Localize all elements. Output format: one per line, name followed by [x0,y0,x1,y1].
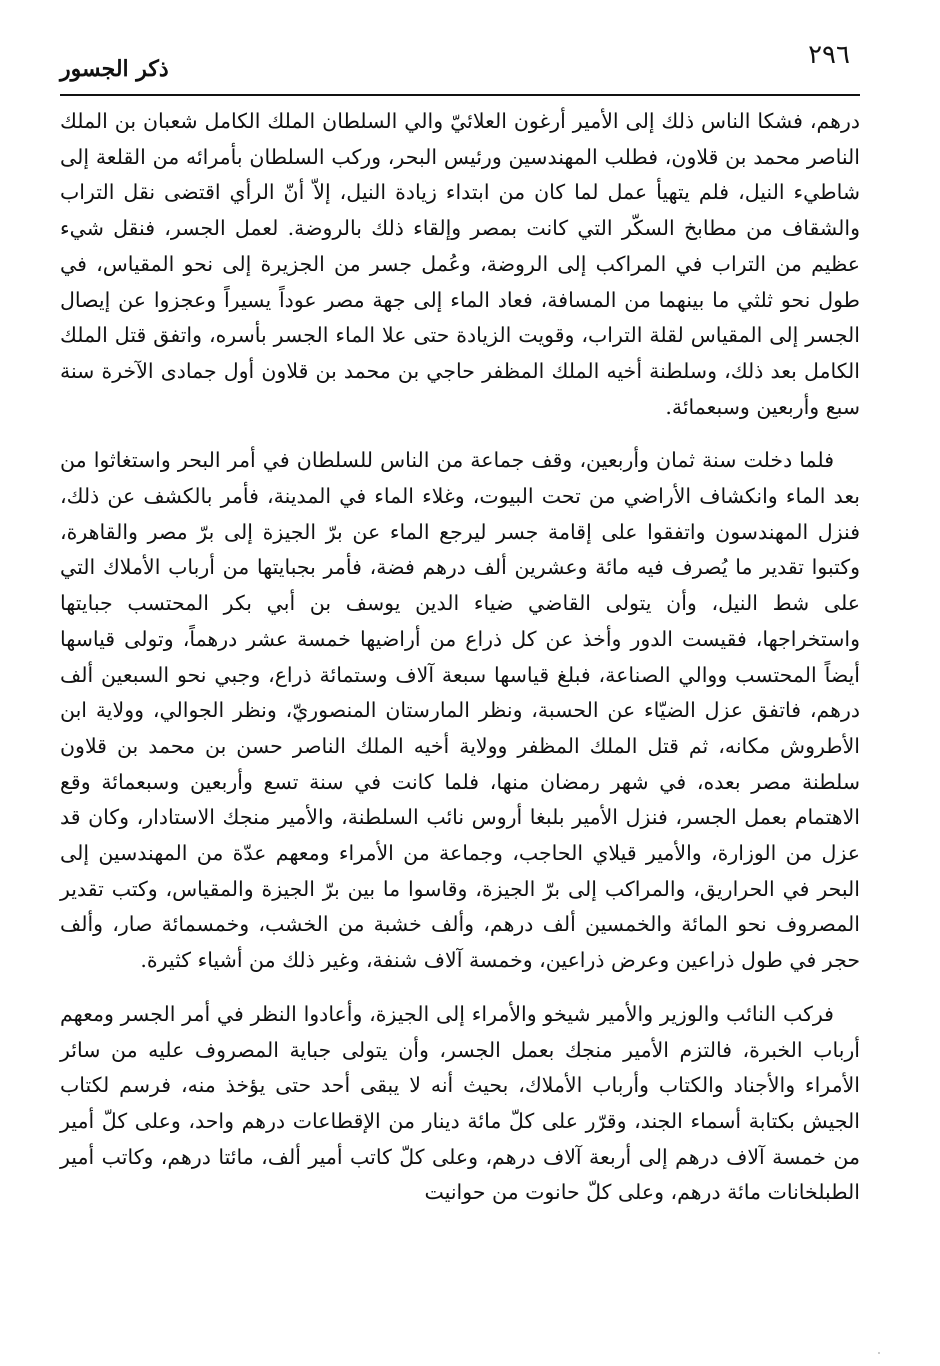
section-title: ذكر الجسور [60,56,169,82]
running-head [60,38,860,88]
scan-speck [878,1352,880,1354]
paragraph: درهم، فشكا الناس ذلك إلى الأمير أرغون العلائيّ والي السلطان الملك الكامل شعبان بن الملك الناصر محمد بن قلاون، فطلب المهندسين ورئيس البحر، وركب السلطان بأمرائه من القلعة إلى شاطيء النيل، فلم يتهيأ عمل لما كان من ابتداء زيادة النيل، إلاّ أنّ الرأي اقتضى نقل التراب والشقاف من مطابخ السكّر التي كانت بمصر وإلقاء ذلك بالروضة. لعمل الجسر، فنقل شيء عظيم من التراب في المراكب إلى الروضة، وعُمل جسر من الجزيرة إلى نحو المقياس، في طول نحو ثلثي ما بينهما من المسافة، فعاد الماء إلى جهة مصر عوداً يسيراً وعجزوا عن إيصال الجسر إلى المقياس لقلة التراب، وقويت الزيادة حتى علا الماء الجسر بأسره، واتفق قتل الملك الكامل بعد ذلك، وسلطنة أخيه الملك المظفر حاجي بن محمد بن قلاون أول جمادى الآخرة سنة سبع وأربعين وسبعمائة. [60,109,860,419]
page-number: ٢٩٦ [808,40,850,70]
paragraph: فلما دخلت سنة ثمان وأربعين، وقف جماعة من الناس للسلطان في أمر البحر واستغاثوا من بعد الماء وانكشاف الأراضي من تحت البيوت، وغلاء الماء في المدينة، فأمر بالكشف عن ذلك، فنزل المهندسون واتفقوا على إقامة جسر ليرجع الماء عن برّ الجيزة إلى برّ مصر والقاهرة، وكتبوا تقدير ما يُصرف فيه مائة وعشرين ألف درهم فضة، فأمر بجبايتها من أرباب الأملاك التي على شط النيل، وأن يتولى القاضي ضياء الدين يوسف بن أبي بكر المحتسب جبايتها واستخراجها، فقيست الدور وأخذ عن كل ذراع من أراضيها خمسة عشر درهماً، وتولى قياسها أيضاً المحتسب ووالي الصناعة، فبلغ قياسها سبعة آلاف وستمائة ذراع، وجبي نحو السبعين ألف درهم، فاتفق عزل الضيّاء عن الحسبة، ونظر المارستان المنصوريّ، ونظر الجوالي، وولاية ابن الأطروش مكانه، ثم قتل الملك المظفر وولاية أخيه الملك الناصر حسن بن محمد بن قلاون سلطنة مصر بعده، في شهر رمضان منها، فلما كانت في سنة تسع وأربعين وسبعمائة وقع الاهتمام بعمل الجسر، فنزل الأمير بلبغا أروس نائب السلطنة، والأمير منجك الاستادار، وكان قد عزل من الوزارة، والأمير قيلاي الحاجب، وجماعة من الأمراء ومعهم عدّة من المهندسين إلى البحر في الحراريق، والمراكب إلى برّ الجيزة، وقاسوا ما بين برّ الجيزة والمقياس، وكتب تقدير المصروف نحو المائة والخمسين ألف درهم، وألف خشبة من الخشب، وخمسمائة صار، وألف حجر في طول ذراعين وعرض ذراعين، وخمسة آلاف شنفة، وغير ذلك من أشياء كثيرة. [60,448,860,973]
body-text [60,104,860,1211]
paragraph: فركب النائب والوزير والأمير شيخو والأمراء إلى الجيزة، وأعادوا النظر في أمر الجسر ومعهم أرباب الخبرة، فالتزم الأمير منجك بعمل الجسر، وأن يتولى جباية المصروف عليه من سائر الأمراء والأجناد والكتاب وأرباب الأملاك، بحيث أنه لا يبقى أحد حتى يؤخذ منه، فرسم لكتاب الجيش بكتابة أسماء الجند، وقرّر على كلّ مائة دينار من الإقطاعات درهم واحد، وعلى كلّ أمير من خمسة آلاف درهم إلى أربعة آلاف درهم، وعلى كلّ كاتب أمير ألف، مائتا درهم، وكاتب أمير الطبلخانات مائة درهم، وعلى كلّ حانوت من حوانيت [60,1001,860,1205]
header-rule [60,94,860,96]
